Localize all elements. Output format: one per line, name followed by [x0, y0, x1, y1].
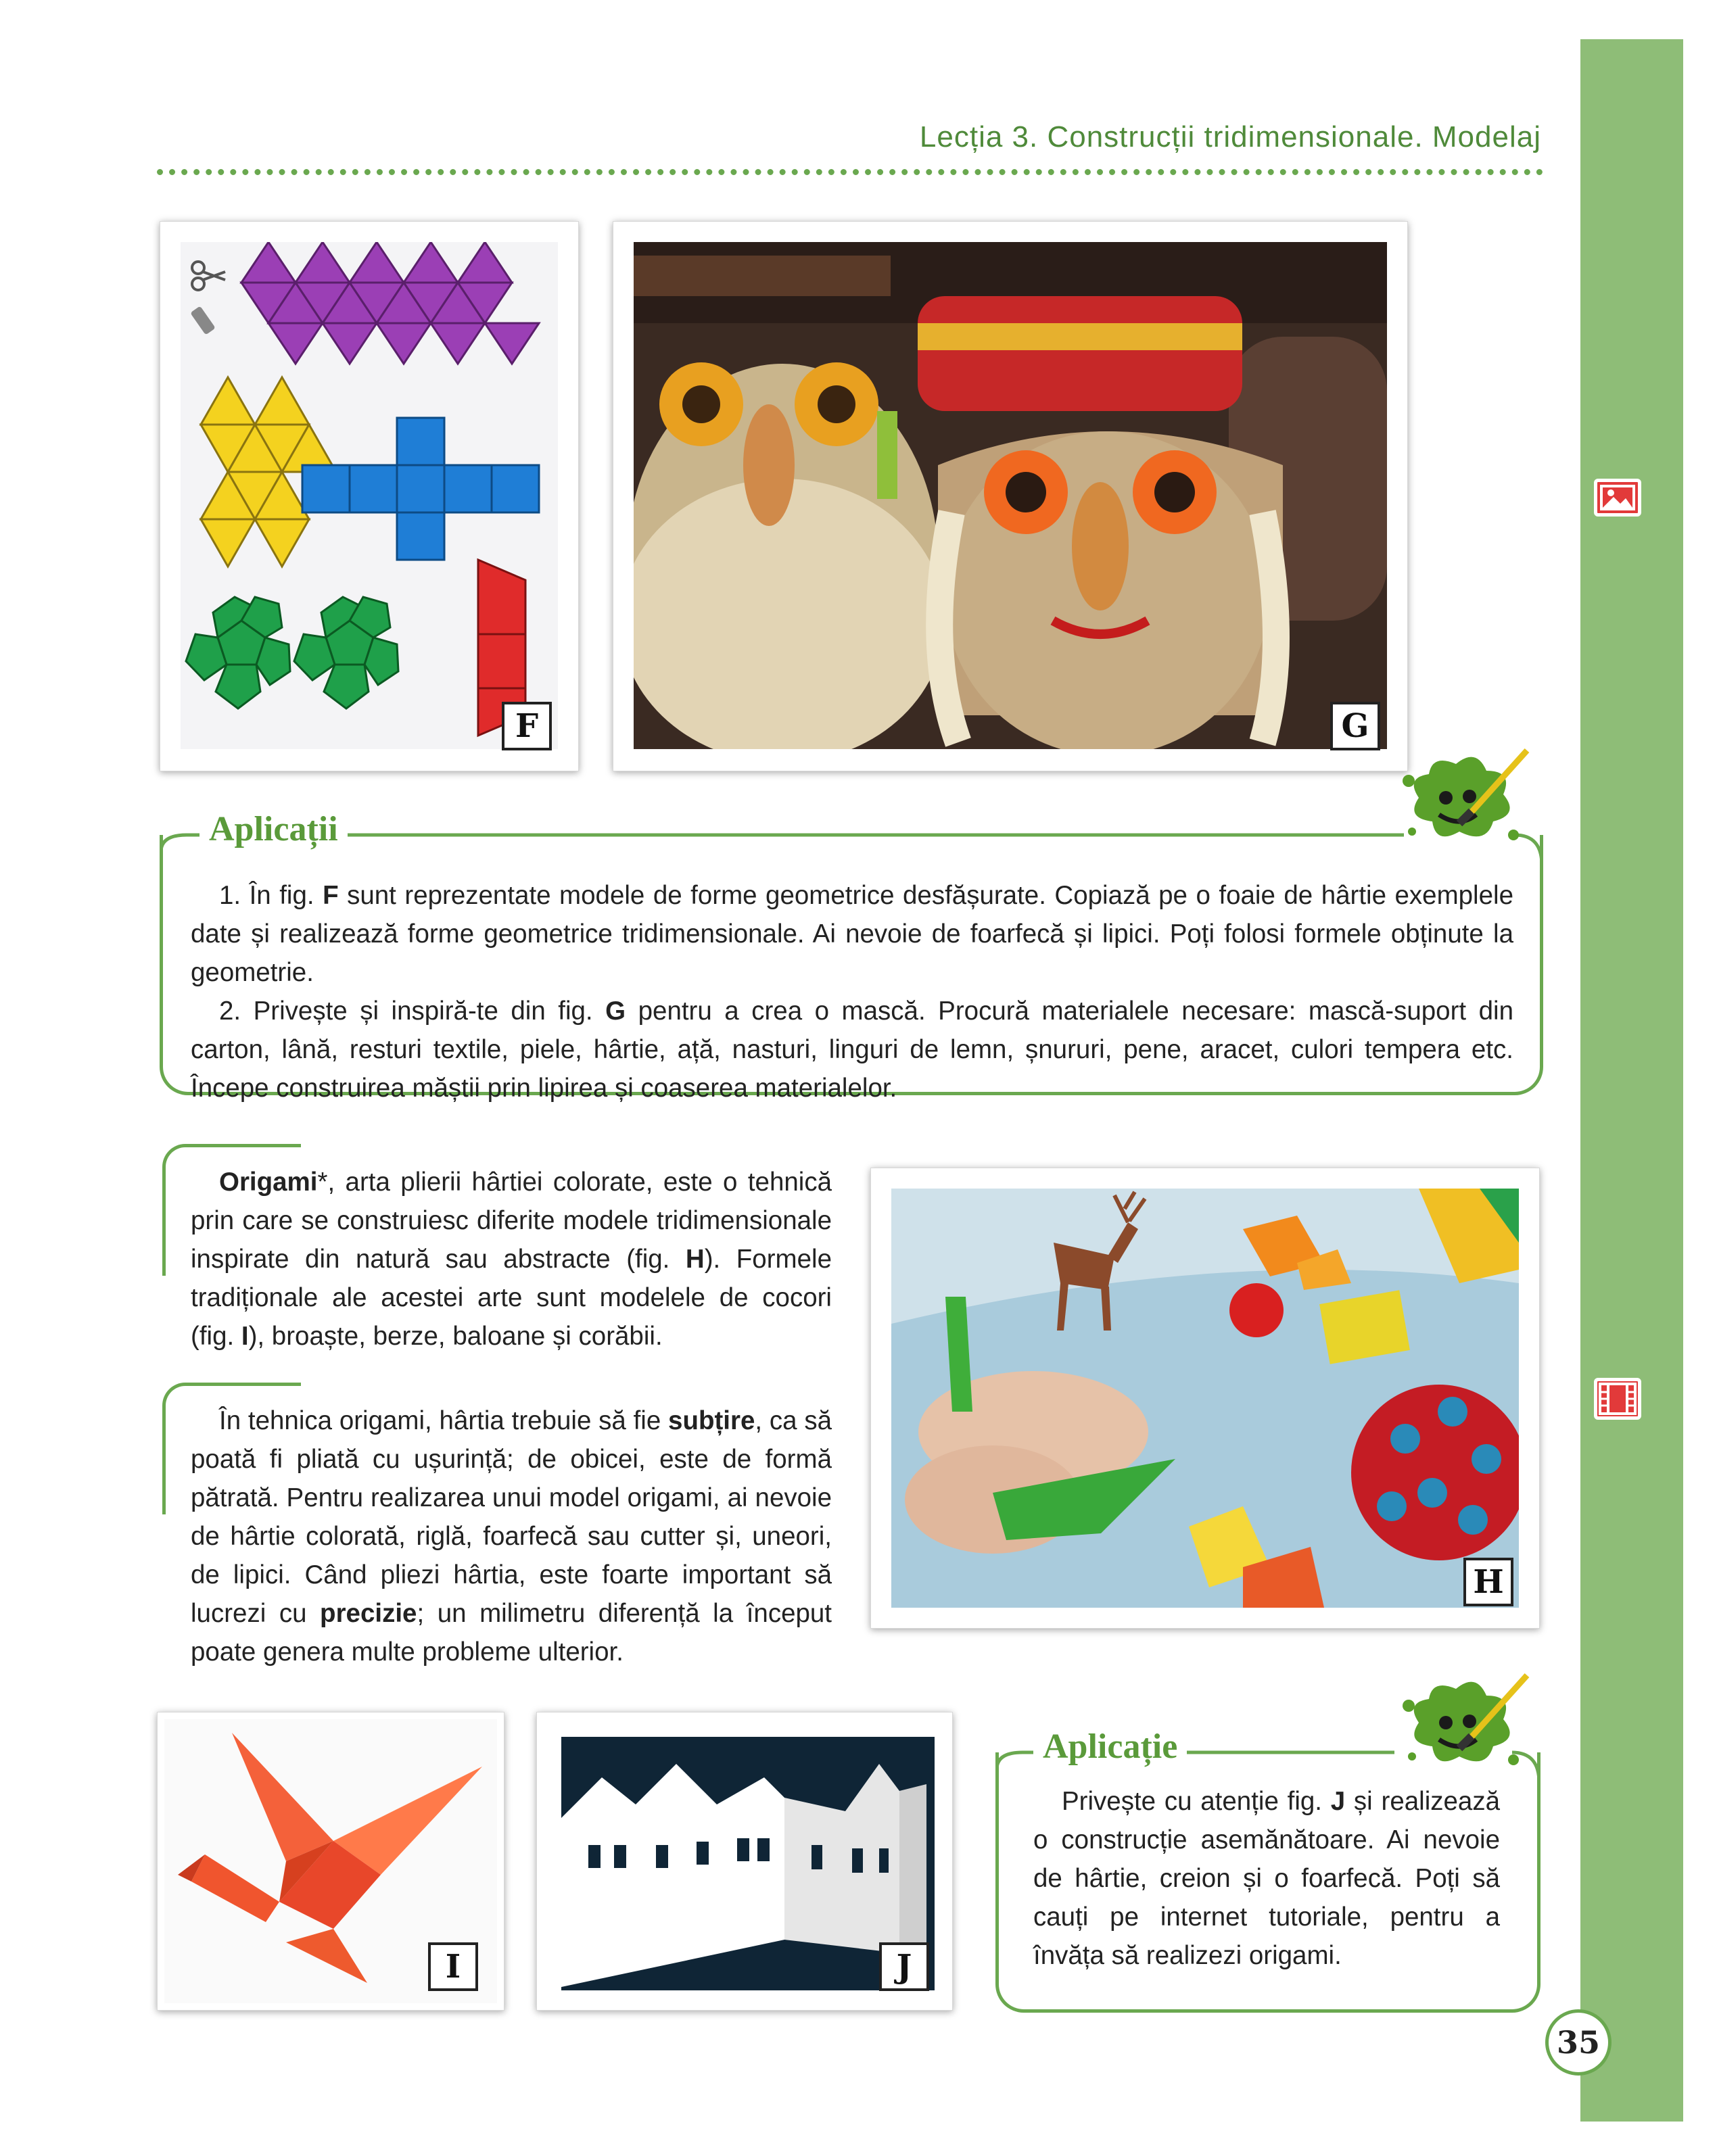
origami-p1-ref-h: H: [685, 1245, 705, 1274]
side-band: [1580, 39, 1683, 2122]
origami-p2-text-3: ; un milimetru diferență la început poate genera multe probleme ulterior.: [191, 1599, 832, 1667]
aplicatii-item-1-pre: 1. În fig.: [219, 881, 323, 910]
origami-term: Origami: [219, 1168, 318, 1197]
figure-label-i: I: [428, 1942, 478, 1991]
image-icon-glyph: [1597, 482, 1638, 513]
figure-g-card: [613, 221, 1408, 771]
aplicatie-title: Aplicație: [1033, 1727, 1187, 1767]
figure-label-h: H: [1463, 1558, 1513, 1606]
film-icon[interactable]: [1594, 1378, 1641, 1420]
aplicatie-ref-j: J: [1330, 1787, 1346, 1816]
figure-j-card: [536, 1712, 953, 2011]
aplicatii-text: [191, 876, 1513, 1107]
aplicatie-text-post: și realizează o construcție asemănătoare. Ai nevoie de hârtie, creion și o foarfecă. Poți să cauți pe internet tutoriale, pentru a învăța să realizezi origami.: [1033, 1787, 1500, 1970]
aplicatii-item-1-ref: F: [323, 881, 339, 910]
masks-photo: [634, 242, 1387, 749]
origami-p2-bold-1: subțire: [668, 1406, 755, 1435]
aplicatii-item-1: [191, 876, 1513, 992]
origami-paragraph-2: [191, 1402, 832, 1671]
aplicatie-text-pre: Privește cu atenție fig.: [1062, 1787, 1331, 1816]
figure-f-card: [160, 221, 579, 771]
aplicatii-item-1-post: sunt reprezentate modele de forme geometrice desfășurate. Copiază pe o foaie de hârtie exemplele date și realizează forme geometrice tridimensionale. Ai nevoie de foarfecă și lipici. Poți folosi formele obținute la geometrie.: [191, 881, 1513, 987]
origami-p1-text-2: ). Formele tradiționale ale acestei arte sunt modelele de cocori (fig.: [191, 1245, 832, 1351]
aplicatii-item-2-post: pentru a crea o mască. Procură materialele necesare: mască-suport din carton, lână, resturi textile, piele, hârtie, ață, nasturi, linguri de lemn, șnururi, pene, aracet, culori tempera etc. Începe construirea măștii prin lipirea și coaserea materialelor.: [191, 997, 1513, 1103]
aplicatie-text: [1033, 1782, 1500, 1975]
figure-h-card: [870, 1168, 1540, 1629]
aplicatii-item-2-ref: G: [605, 997, 626, 1026]
paint-splash-icon: [1392, 1669, 1534, 1777]
image-icon[interactable]: [1594, 479, 1641, 517]
running-title: Lecția 3. Construcții tridimensionale. Modelaj: [919, 120, 1541, 153]
film-icon-glyph: [1597, 1381, 1638, 1416]
figure-i-card: [157, 1712, 504, 2011]
origami-p1-ref-i: I: [241, 1322, 249, 1351]
origami-table-photo: [891, 1189, 1519, 1608]
origami-paragraph-1: [191, 1163, 832, 1356]
origami-p2-text-1: În tehnica origami, hârtia trebuie să fie: [219, 1406, 669, 1435]
dotted-divider: [157, 169, 1543, 175]
figure-label-g: G: [1330, 702, 1380, 750]
origami-p1-text-3: ), broaște, berze, baloane și corăbii.: [248, 1322, 663, 1351]
geometric-nets-illustration: [181, 242, 558, 749]
origami-p2-text-2: , ca să poată fi pliată cu ușurință; de obicei, este de formă pătrată. Pentru realizarea unui model origami, ai nevoie de hârtie colorată, riglă, foarfecă sau cutter și, uneori, de lipici. Când pliezi hârtia, este foarte important să lucrezi cu: [191, 1406, 832, 1628]
paint-splash-icon: [1392, 744, 1534, 852]
figure-label-f: F: [502, 702, 552, 750]
aplicatii-box-top-border: [160, 811, 1543, 865]
aplicatii-title: Aplicații: [199, 809, 348, 849]
origami-p2-bold-2: precizie: [320, 1599, 417, 1628]
origami-p1-text-1: *, arta plierii hârtiei colorate, este o tehnică prin care se construiesc diferite modele tridimensionale inspirate din natură sau abstracte (fig.: [191, 1168, 832, 1274]
page-number: 35: [1545, 2009, 1612, 2076]
aplicatii-item-2-pre: 2. Privește și inspiră-te din fig.: [219, 997, 606, 1026]
figure-label-j: J: [879, 1942, 929, 1991]
aplicatii-item-2: [191, 992, 1513, 1107]
